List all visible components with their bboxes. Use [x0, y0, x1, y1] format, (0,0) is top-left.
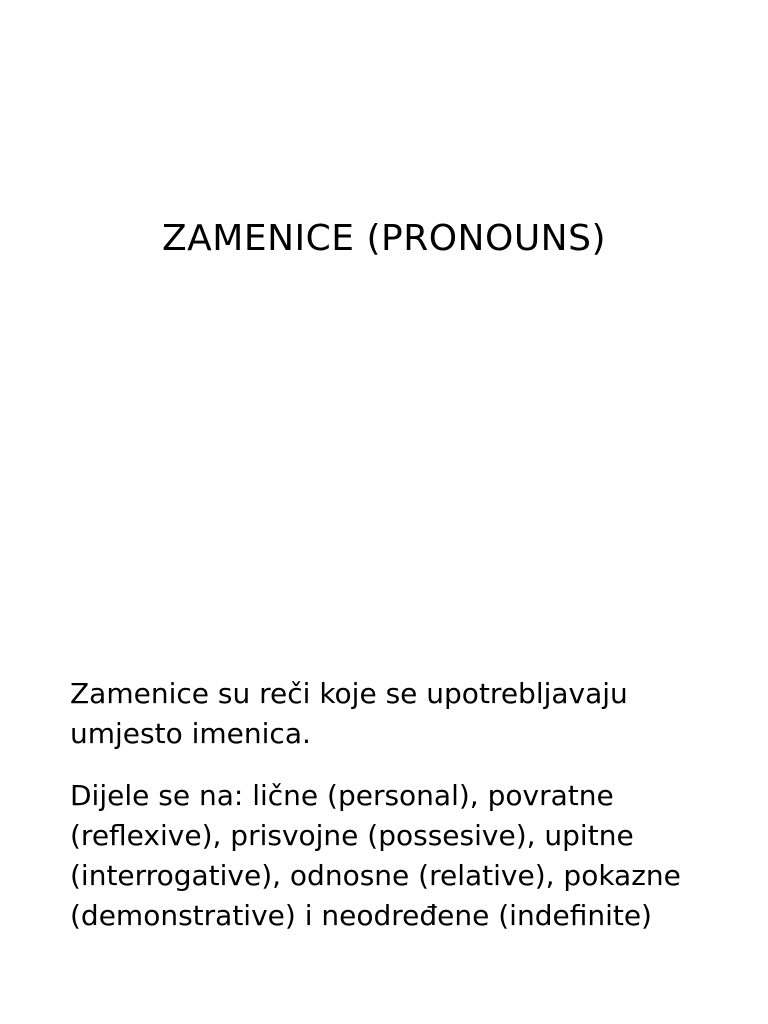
definition-paragraph: [70, 674, 730, 754]
text-line: (reflexive), prisvojne (possesive), upitne: [70, 819, 634, 852]
content-slide: [0, 512, 768, 1024]
text-line: Zamenice su reči koje se upotrebljavaju: [70, 677, 628, 710]
text-line: (interrogative), odnosne (relative), pokazne: [70, 859, 681, 892]
slide-title: ZAMENICE (PRONOUNS): [161, 218, 606, 259]
slide-body: [70, 674, 730, 958]
text-line: umjesto imenica.: [70, 717, 311, 750]
text-line: (demonstrative) i neodređene (indefinite): [70, 899, 652, 932]
types-paragraph: [70, 776, 730, 936]
text-line: Dijele se na: lične (personal), povratne: [70, 779, 614, 812]
